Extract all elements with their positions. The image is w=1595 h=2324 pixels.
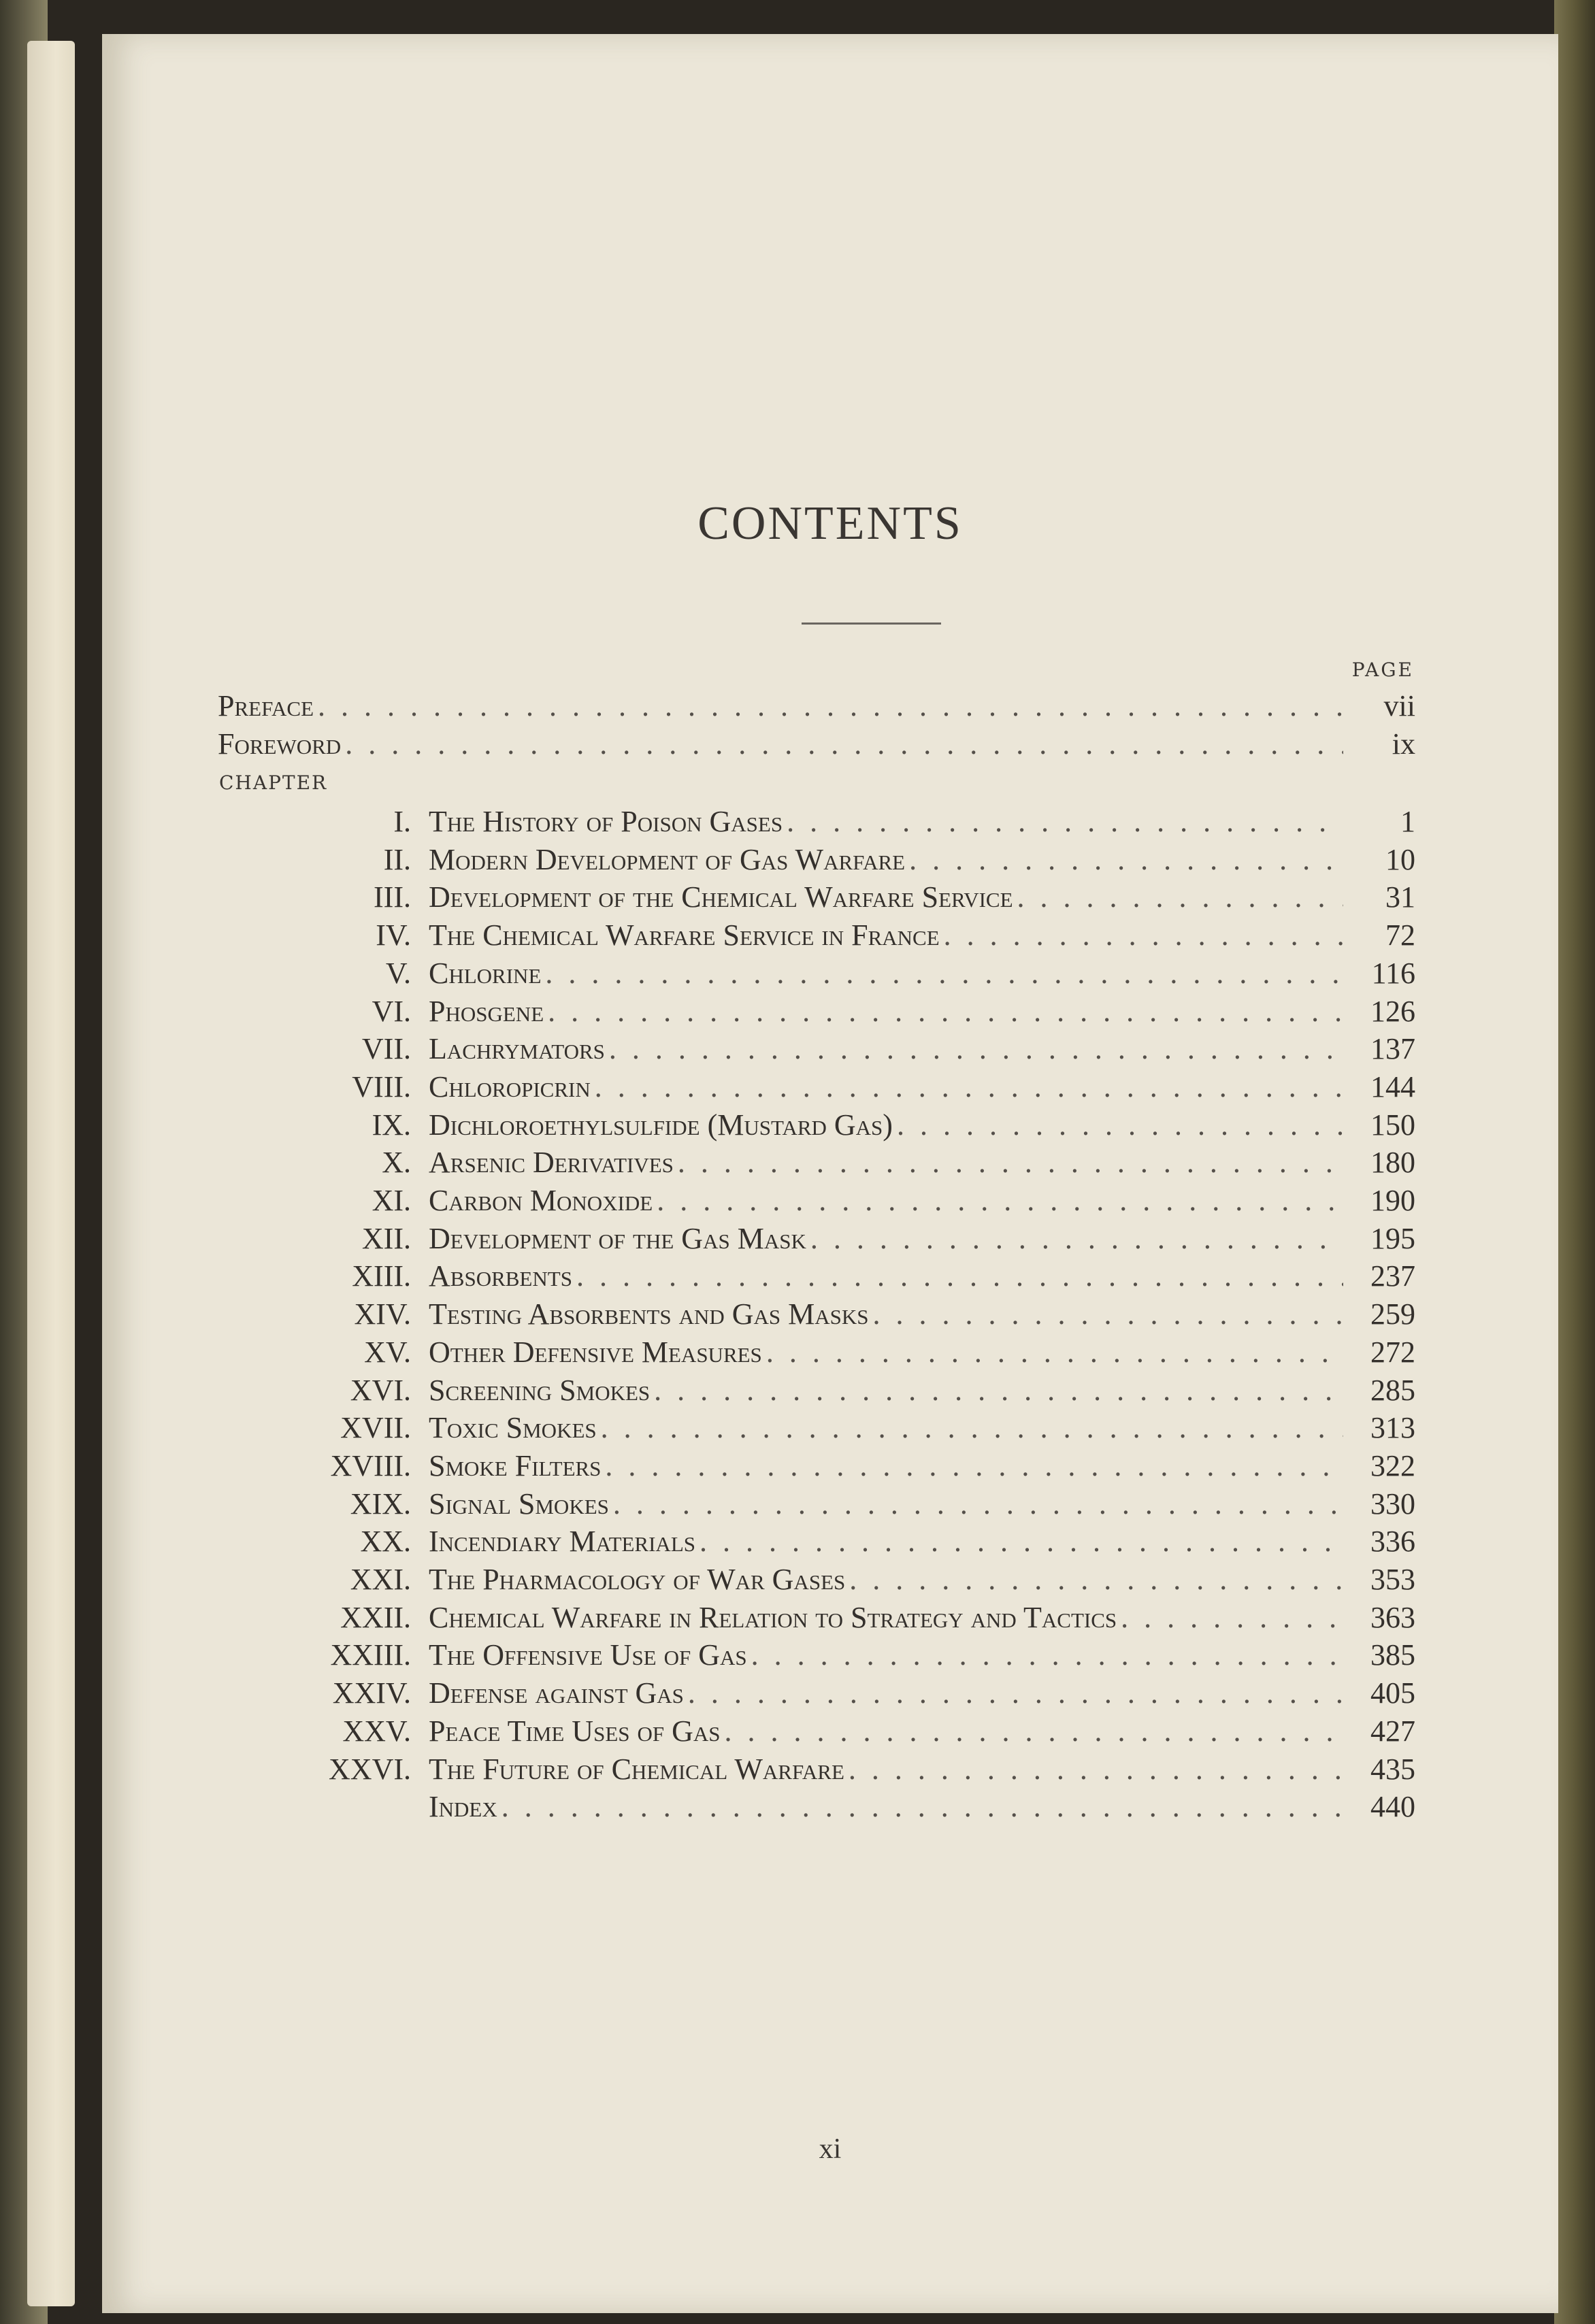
leader-dots (751, 1638, 1343, 1672)
toc-entry-label: Other Defensive Measures (429, 1335, 762, 1369)
toc-entry-page: 285 (1370, 1373, 1415, 1407)
leader-dots (595, 1069, 1343, 1104)
toc-entry-chapter-number: I. (393, 805, 411, 838)
leader-dots (345, 727, 1343, 761)
toc-entry-page: 313 (1370, 1411, 1415, 1445)
toc-entry-page: 195 (1370, 1221, 1415, 1255)
toc-entry (218, 994, 1415, 1032)
toc-entry-label: Incendiary Materials (429, 1525, 696, 1559)
toc-entry-page: 1 (1400, 805, 1415, 838)
leader-dots (609, 1031, 1343, 1066)
toc-entry-label: The Chemical Warfare Service in France (429, 918, 940, 952)
leader-dots (787, 804, 1343, 839)
toc-entry-chapter-number: VI. (372, 994, 411, 1028)
toc-entry-page: 330 (1370, 1487, 1415, 1521)
toc-entry-page: 435 (1370, 1752, 1415, 1786)
toc-entry (218, 1335, 1415, 1373)
toc-entry (218, 1789, 1415, 1827)
toc-entry (218, 1752, 1415, 1790)
toc-entry-label: Phosgene (429, 994, 544, 1028)
toc-entry (218, 842, 1415, 880)
book-background (0, 0, 1595, 34)
toc-entry (218, 1676, 1415, 1714)
toc-entry-label: The Offensive Use of Gas (429, 1638, 747, 1672)
toc-entry (218, 1259, 1415, 1297)
toc-entry-page: 363 (1370, 1600, 1415, 1634)
toc-entry-chapter-number: XVIII. (330, 1448, 411, 1482)
leader-dots (810, 1221, 1343, 1256)
toc-entry-page: 353 (1370, 1563, 1415, 1596)
toc-entry-label: Chloropicrin (429, 1069, 591, 1103)
toc-entry-chapter-number: XIII. (352, 1259, 411, 1293)
toc-entry-page: ix (1392, 727, 1415, 761)
toc-entry-label: Carbon Monoxide (429, 1184, 653, 1217)
page-column-heading: PAGE (1351, 659, 1414, 681)
toc-entry-page: 150 (1370, 1108, 1415, 1142)
toc-entry-page: 427 (1370, 1714, 1415, 1748)
leader-dots (944, 918, 1343, 952)
toc-entry (218, 1031, 1415, 1069)
toc-entry-label: Chemical Warfare in Relation to Strategy and Tactics (429, 1600, 1117, 1634)
toc-entry-page: 116 (1371, 956, 1415, 990)
toc-entry-chapter-number: III. (374, 880, 411, 914)
toc-entry-chapter-number: XVI. (350, 1373, 411, 1407)
toc-entry-chapter-number: XXV. (342, 1714, 411, 1748)
toc-entry (218, 1069, 1415, 1108)
leader-dots (613, 1487, 1343, 1521)
toc-entry-page: 440 (1370, 1790, 1415, 1824)
leader-dots (897, 1108, 1343, 1142)
toc-entry-label: The History of Poison Gases (429, 805, 783, 838)
toc-entry-page: 322 (1370, 1448, 1415, 1482)
toc-entry-chapter-number: XII. (361, 1221, 411, 1255)
title-divider (802, 622, 941, 625)
chapter-column-heading: CHAPTER (219, 771, 328, 794)
toc-entry-page: 144 (1370, 1069, 1415, 1103)
toc-entry-label: Chlorine (429, 956, 542, 990)
toc-entry (218, 918, 1415, 956)
toc-entry-label: The Pharmacology of War Gases (429, 1563, 846, 1596)
toc-entry-chapter-number: XXIV. (332, 1676, 411, 1710)
toc-entry (218, 1562, 1415, 1600)
toc-entry-page: 126 (1370, 994, 1415, 1028)
leader-dots (501, 1789, 1343, 1824)
toc-entry-label: Peace Time Uses of Gas (429, 1714, 721, 1748)
leader-dots (849, 1752, 1343, 1787)
toc-entry (218, 880, 1415, 918)
toc-entry-chapter-number: XIV. (354, 1297, 411, 1331)
toc-entry-label: Signal Smokes (429, 1487, 609, 1521)
toc-entry-label: Lachrymators (429, 1032, 605, 1066)
toc-entry-page: 385 (1370, 1638, 1415, 1672)
toc-entry-page: 237 (1370, 1259, 1415, 1293)
toc-entry (218, 804, 1415, 842)
leader-dots (545, 956, 1343, 991)
toc-entry (218, 1410, 1415, 1448)
book-page (102, 34, 1558, 2313)
book-cover-right-edge (1554, 0, 1595, 2324)
toc-entry (218, 1221, 1415, 1259)
leader-dots (766, 1335, 1343, 1370)
toc-entry (218, 1183, 1415, 1221)
toc-entry-label: Defense against Gas (429, 1676, 684, 1710)
toc-entry-label: Development of the Chemical Warfare Service (429, 880, 1013, 914)
toc-entry-page: 137 (1370, 1032, 1415, 1066)
leader-dots (654, 1373, 1343, 1408)
toc-entry (218, 1108, 1415, 1146)
toc-entry-chapter-number: XXVI. (329, 1752, 411, 1786)
leader-dots (873, 1297, 1343, 1331)
toc-entry-chapter-number: XXIII. (330, 1638, 411, 1672)
leader-dots (657, 1183, 1343, 1218)
toc-entry (218, 1145, 1415, 1183)
toc-entry-chapter-number: IV. (376, 918, 411, 952)
toc-entry (218, 1638, 1415, 1676)
toc-entry (218, 1487, 1415, 1525)
leader-dots (1121, 1600, 1343, 1635)
toc-entry-page: 259 (1370, 1297, 1415, 1331)
toc-entry-label: Testing Absorbents and Gas Masks (429, 1297, 869, 1331)
toc-entry-page: 31 (1385, 880, 1415, 914)
toc-entry-chapter-number: XXI. (350, 1563, 411, 1596)
leader-dots (909, 842, 1343, 877)
toc-entry-chapter-number: VII. (361, 1032, 411, 1066)
toc-entry-label: The Future of Chemical Warfare (429, 1752, 844, 1786)
toc-entry-chapter-number: XIX. (350, 1487, 411, 1521)
toc-entry-label: Index (429, 1790, 497, 1824)
toc-entry-chapter-number: XX. (360, 1525, 411, 1559)
toc-entry-label: Preface (218, 689, 314, 723)
toc-entry (218, 1714, 1415, 1752)
toc-entry-label: Toxic Smokes (429, 1411, 597, 1445)
toc-entry-chapter-number: XXII. (340, 1600, 411, 1634)
toc-entry-page: 180 (1370, 1146, 1415, 1180)
toc-entry-label: Absorbents (429, 1259, 572, 1293)
toc-entry (218, 1373, 1415, 1411)
leader-dots (688, 1676, 1343, 1710)
toc-entry (218, 1600, 1415, 1638)
toc-entry-page: 10 (1385, 842, 1415, 876)
toc-entry-page: 72 (1385, 918, 1415, 952)
toc-entry-chapter-number: XV. (364, 1335, 411, 1369)
leader-dots (1017, 880, 1343, 914)
page-title: CONTENTS (697, 497, 963, 550)
toc-entry-label: Foreword (218, 727, 342, 761)
toc-entry-page: 272 (1370, 1335, 1415, 1369)
leader-dots (849, 1562, 1343, 1597)
toc-entry (218, 1524, 1415, 1562)
toc-entry-chapter-number: X. (382, 1146, 411, 1180)
toc-entry-label: Screening Smokes (429, 1373, 651, 1407)
toc-entry (218, 1297, 1415, 1335)
toc-entry-label: Smoke Filters (429, 1448, 602, 1482)
toc-entry-label: Dichloroethylsulfide (Mustard Gas) (429, 1108, 893, 1142)
toc-entry-chapter-number: IX. (372, 1108, 411, 1142)
toc-entry-chapter-number: XI. (372, 1184, 411, 1217)
leader-dots (548, 994, 1343, 1029)
leader-dots (576, 1259, 1343, 1293)
toc-entry-chapter-number: V. (385, 956, 411, 990)
toc-entry-page: 405 (1370, 1676, 1415, 1710)
toc-entry-label: Development of the Gas Mask (429, 1221, 806, 1255)
toc-entry-page: 190 (1370, 1184, 1415, 1217)
previous-page-edge (27, 41, 75, 2306)
toc-entry-foreword (218, 727, 1415, 765)
toc-entry-page: vii (1383, 689, 1415, 723)
leader-dots (605, 1448, 1343, 1483)
toc-entry-preface (218, 688, 1415, 727)
toc-entry-page: 336 (1370, 1525, 1415, 1559)
toc-entry-chapter-number: II. (383, 842, 411, 876)
leader-dots (601, 1410, 1343, 1445)
toc-entry-label: Modern Development of Gas Warfare (429, 842, 906, 876)
toc-entry (218, 1448, 1415, 1487)
toc-entry-label: Arsenic Derivatives (429, 1146, 674, 1180)
leader-dots (700, 1524, 1343, 1559)
toc-entry (218, 956, 1415, 994)
toc-entry-chapter-number: VIII. (352, 1069, 411, 1103)
leader-dots (725, 1714, 1343, 1748)
toc-entry-chapter-number: XVII. (340, 1411, 411, 1445)
leader-dots (678, 1145, 1343, 1180)
page-number: xi (819, 2134, 842, 2165)
leader-dots (318, 688, 1343, 723)
